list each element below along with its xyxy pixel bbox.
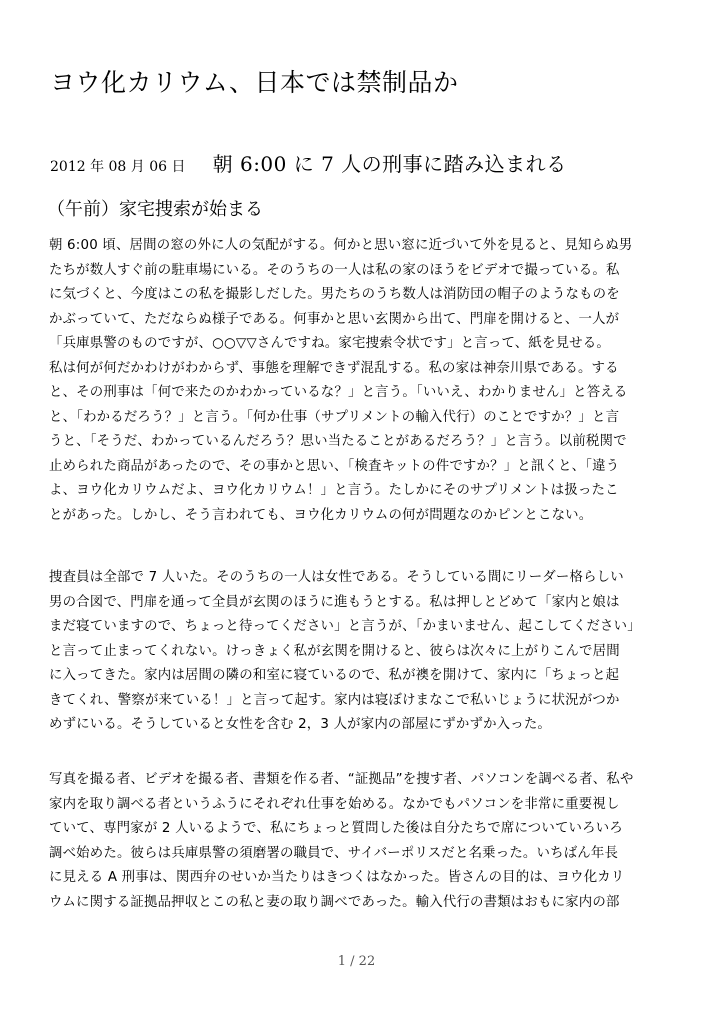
text-line: に見える A 刑事は、関西弁のせいか当たりはきつくはなかった。皆さんの目的は、ヨウ化カリ [49, 870, 625, 885]
text-line: ていて、専門家が 2 人いるようで、私にちょっと質問した後は自分たちで席についていろいろ [49, 821, 623, 836]
text-line: 私は何が何だかわけがわからず、事態を理解できず混乱する。私の家は神奈川県である。する [49, 360, 619, 376]
text-line: きてくれ、警察が来ている！」と言って起す。家内は寝ぼけまなこで私いじょうに状況がつか [49, 692, 620, 708]
text-line: 止められた商品があったので、その事かと思い、「検査キットの件ですか？」と訊くと、「違う [49, 458, 620, 474]
dateline [50, 148, 567, 177]
text-line: に気づくと、今度はこの私を撮影しだした。男たちのうち数人は消防団の帽子のようなものを [49, 287, 620, 302]
text-line: 「兵庫県警のものですが、○○▽▽さんですね。家宅捜索令状です」と言って、紙を見せる。 [49, 336, 610, 351]
text-line: まだ寝ていますので、ちょっと待ってください」と言うが、「かまいません、起こしてください」 [49, 619, 641, 634]
text-line: 男の合図で、門扉を通って全員が玄関のほうに進もうとする。私は押しとどめて「家内と娘は [49, 594, 620, 610]
section-subheading: （午前）家宅捜索が始まる [47, 199, 263, 220]
entry-date: 2012 年 08 月 06 日 [50, 159, 186, 175]
text-line: ウムに関する証拠品押収とこの私と妻の取り調べであった。輸入代行の書類はおもに家内の部 [49, 894, 620, 910]
text-line: 調べ始めた。彼らは兵庫県警の須磨署の職員で、サイバーポリスだと名乗った。いちばん年長 [49, 845, 619, 861]
text-line: よ、ヨウ化カリウムだよ、ヨウ化カリウム！」と言う。たしかにそのサプリメントは扱ったこ [49, 483, 619, 498]
paragraph-1 [49, 234, 669, 528]
text-line: かぶっていて、ただならぬ様子である。何事かと思い玄関から出て、門扉を開けると、一人が [49, 311, 620, 327]
text-line: 朝 6:00 頃、居間の窓の外に人の気配がする。何かと思い窓に近づいて外を見ると、見知らぬ男 [49, 238, 633, 253]
text-line: とがあった。しかし、そう言われても、ヨウ化カリウムの何が問題なのかピンとこない。 [49, 507, 593, 523]
text-line: に入ってきた。家内は居間の隣の和室に寝ているので、私が襖を開けて、家内に「ちょっと起 [49, 668, 620, 683]
text-line: 写真を撮る者、ビデオを撮る者、書類を作る者、“証拠品”を捜す者、パソコンを調べる者、私や [49, 772, 634, 787]
text-line: うと、「そうだ、わかっているんだろう？思い当たることがあるだろう？」と言う。以前税関で [49, 434, 627, 449]
paragraph-3 [49, 768, 669, 915]
document-title: ヨウ化カリウム、日本では禁制品か [50, 68, 459, 97]
text-line: めずにいる。そうしていると女性を含む 2，3 人が家内の部屋にずかずか入った。 [49, 717, 552, 732]
text-line: たちが数人すぐ前の駐車場にいる。そのうちの一人は私の家のほうをビデオで撮っている。私 [49, 262, 620, 278]
text-line: と、「わかるだろう？」と言う。「何か仕事（サプリメントの輸入代行）のことですか？」と言 [49, 409, 620, 425]
text-line: 捜査員は全部で 7 人いた。そのうちの一人は女性である。そうしている間にリーダー格らしい [49, 570, 624, 585]
text-line: と言って止まってくれない。けっきょく私が玄関を開けると、彼らは次々に上がりこんで居間 [49, 643, 620, 659]
text-line: 家内を取り調べる者というふうにそれぞれ仕事を始める。なかでもパソコンを非常に重要視し [49, 796, 620, 812]
paragraph-2 [49, 566, 669, 738]
text-line: と、その刑事は「何で来たのかわかっているな？」と言う。「いいえ、わかりません」と答える [49, 385, 628, 400]
entry-headline: 朝 6:00 に 7 人の刑事に踏み込まれる [212, 152, 567, 176]
page-number: 1 / 22 [337, 954, 376, 969]
